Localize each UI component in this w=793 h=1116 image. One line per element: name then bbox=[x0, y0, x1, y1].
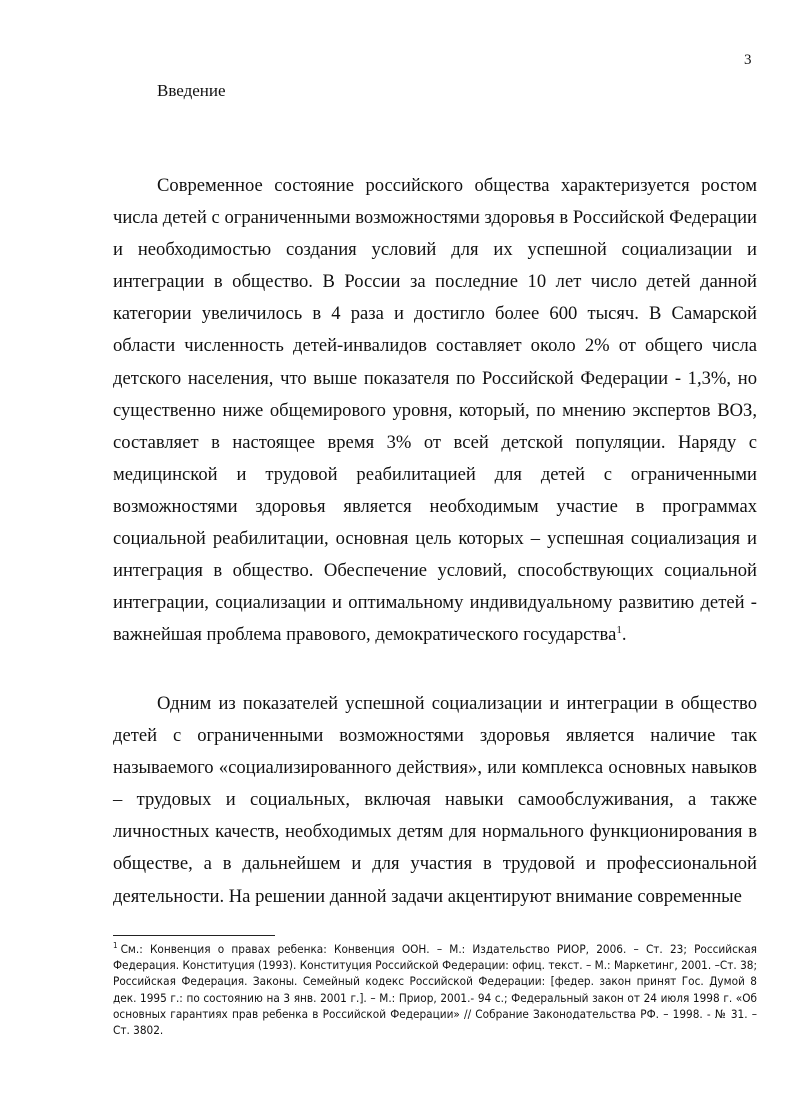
paragraph-2 bbox=[113, 688, 757, 913]
footnote-separator bbox=[113, 935, 275, 936]
paragraph-1-tail: . bbox=[621, 624, 627, 646]
page-number: 3 bbox=[744, 52, 752, 68]
footnote-mark: 1 bbox=[113, 941, 118, 951]
paragraph-2-text: Одним из показателей успешной социализации и интеграции в общество детей с ограниченными возможностями здоровья является наличие так называемого «социализированного действия», или комплекса основных навыков – трудовых и социальных, включая навыки самообслуживания, а также личностных качеств, необходимых детям для нормального функционирования в обществе, а в дальнейшем и для участия в трудовой и профессиональной деятельности. На решении данной задачи акцентируют внимание современные bbox=[113, 693, 757, 907]
footnote-text: См.: Конвенция о правах ребенка: Конвенция ООН. – М.: Издательство РИОР, 2006. – Ст. 23; Российская Федерация. Конституция (1993). Конституция Российской Федерации: офиц. текст. – М.: Маркетинг, 2001. –Ст. 38; Российская Федерация. Законы. Семейный кодекс Российской Федерации: [федер. закон принят Гос. Думой 8 дек. 1995 г.: по состоянию на 3 янв. 2001 г.]. – М.: Приор, 2001.- 94 с.; Федеральный закон от 24 июля 1998 г. «Об основных гарантиях прав ребенка в Российской Федерации» // Собрание Законодательства РФ. – 1998. - № 31. – Ст. 3802. bbox=[113, 942, 757, 1038]
footnote-reference: 1 bbox=[616, 624, 622, 637]
footnote bbox=[113, 941, 757, 1038]
section-heading: Введение bbox=[157, 81, 226, 100]
paragraph-1-text: Современное состояние российского общества характеризуется ростом числа детей с ограниченными возможностями здоровья в Российской Федерации и необходимостью создания условий для их успешной социализации и интеграции в общество. В России за последние 10 лет число детей данной категории увеличилось в 4 раза и достигло более 600 тысяч. В Самарской области численность детей-инвалидов составляет около 2% от общего числа детского населения, что выше показателя по Российской Федерации - 1,3%, но существенно ниже общемирового уровня, который, по мнению экспертов ВОЗ, составляет в настоящее время 3% от всей детской популяции. Наряду с медицинской и трудовой реабилитацией для детей с ограниченными возможностями здоровья является необходимым участие в программах социальной реабилитации, основная цель которых – успешная социализация и интеграция в общество. Обеспечение условий, способствующих социальной интеграции, социализации и оптимальному индивидуальному развитию детей - важнейшая проблема правового, демократического государства bbox=[113, 175, 757, 646]
paragraph-1 bbox=[113, 170, 757, 651]
